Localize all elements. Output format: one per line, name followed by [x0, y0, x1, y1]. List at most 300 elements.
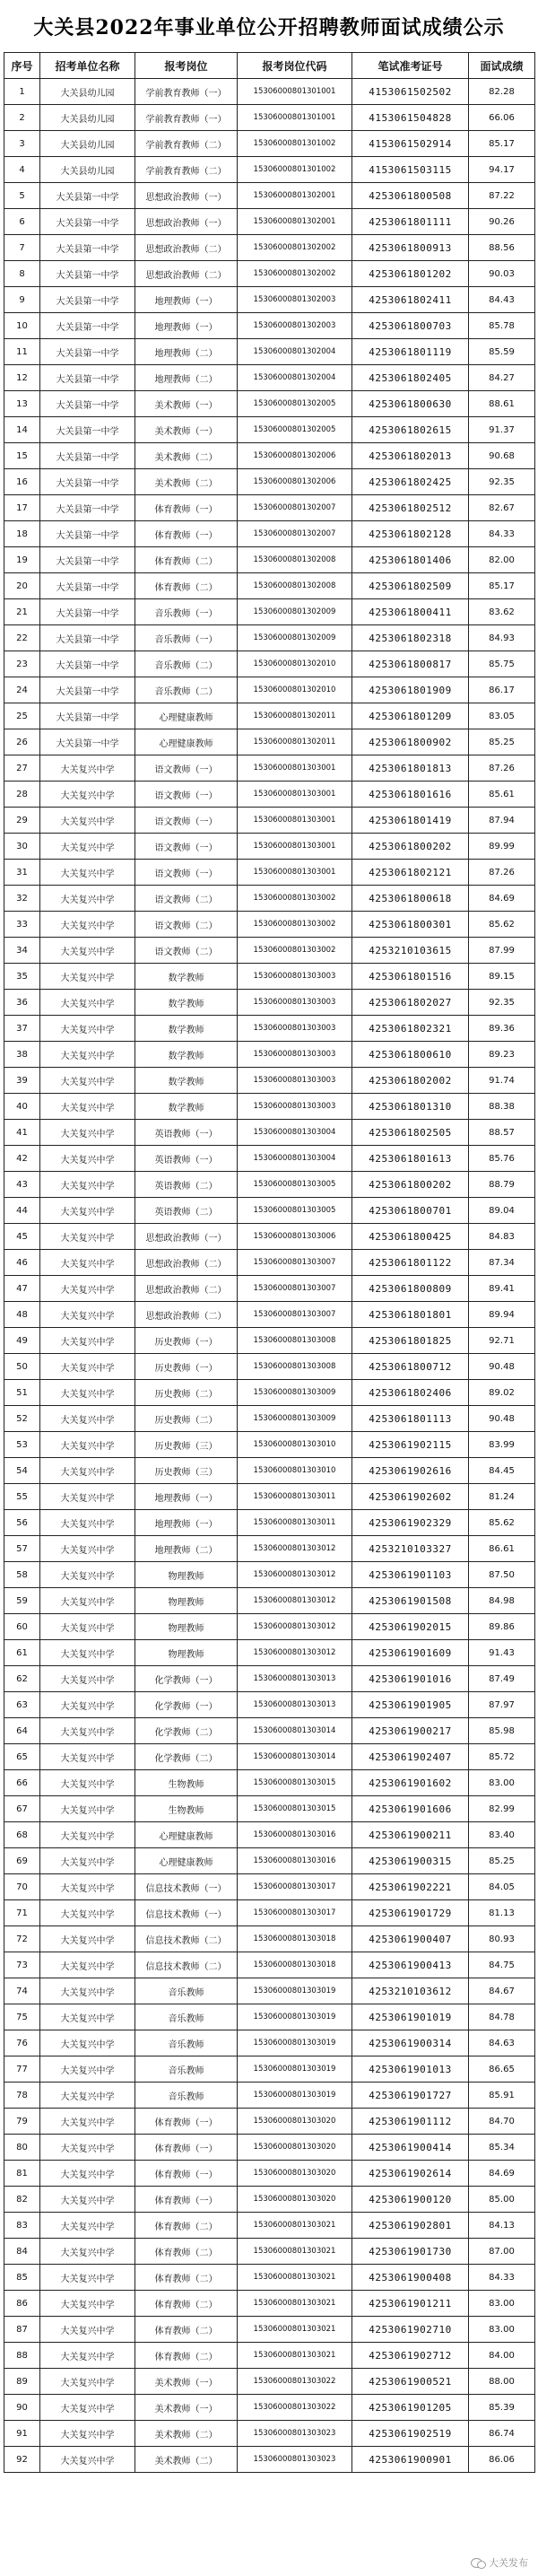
table-row	[4, 1562, 535, 1588]
cell-ticket-number: 4253061800508	[352, 183, 469, 209]
cell-position: 物理教师	[135, 1562, 238, 1588]
cell-index: 10	[4, 313, 40, 339]
cell-position: 语文教师（一）	[135, 782, 238, 808]
cell-interview-score: 88.79	[469, 1172, 535, 1198]
cell-unit: 大关复兴中学	[40, 1666, 135, 1692]
cell-interview-score: 87.50	[469, 1562, 535, 1588]
cell-interview-score: 85.72	[469, 1744, 535, 1770]
table-row	[4, 1146, 535, 1172]
cell-position: 思想政治教师（二）	[135, 235, 238, 261]
cell-interview-score: 84.69	[469, 886, 535, 912]
cell-position-code: 15306000801303022	[238, 2369, 352, 2395]
cell-index: 67	[4, 1796, 40, 1822]
cell-position: 语文教师（二）	[135, 938, 238, 964]
table-row	[4, 2056, 535, 2083]
cell-interview-score: 85.25	[469, 729, 535, 755]
cell-position-code: 15306000801303020	[238, 2161, 352, 2187]
table-row	[4, 2109, 535, 2135]
cell-unit: 大关复兴中学	[40, 2239, 135, 2265]
cell-position-code: 15306000801302003	[238, 313, 352, 339]
cell-index: 76	[4, 2030, 40, 2056]
cell-index: 75	[4, 2004, 40, 2030]
cell-unit: 大关县第一中学	[40, 547, 135, 573]
cell-interview-score: 84.13	[469, 2213, 535, 2239]
cell-interview-score: 83.00	[469, 2317, 535, 2343]
cell-interview-score: 89.86	[469, 1614, 535, 1640]
cell-ticket-number: 4253061802121	[352, 860, 469, 886]
cell-ticket-number: 4253061800712	[352, 1354, 469, 1380]
table-row	[4, 2239, 535, 2265]
cell-interview-score: 84.33	[469, 2265, 535, 2291]
cell-index: 26	[4, 729, 40, 755]
table-row	[4, 1458, 535, 1484]
cell-unit: 大关复兴中学	[40, 1822, 135, 1848]
cell-ticket-number: 4253061901730	[352, 2239, 469, 2265]
cell-position-code: 15306000801302009	[238, 625, 352, 651]
cell-ticket-number: 4253210103615	[352, 938, 469, 964]
table-row	[4, 1926, 535, 1952]
cell-ticket-number: 4253061801909	[352, 677, 469, 703]
cell-position-code: 15306000801303015	[238, 1796, 352, 1822]
cell-interview-score: 83.62	[469, 599, 535, 625]
cell-ticket-number: 4253061801122	[352, 1250, 469, 1276]
cell-position-code: 15306000801302011	[238, 703, 352, 729]
cell-index: 19	[4, 547, 40, 573]
cell-index: 18	[4, 521, 40, 547]
cell-position-code: 15306000801303018	[238, 1952, 352, 1978]
cell-ticket-number: 4253061901606	[352, 1796, 469, 1822]
cell-interview-score: 81.13	[469, 1900, 535, 1926]
watermark	[468, 2554, 531, 2571]
cell-index: 69	[4, 1848, 40, 1874]
cell-position-code: 15306000801303016	[238, 1848, 352, 1874]
cell-index: 37	[4, 1016, 40, 1042]
cell-unit: 大关复兴中学	[40, 834, 135, 860]
table-row	[4, 2343, 535, 2369]
cell-interview-score: 90.48	[469, 1354, 535, 1380]
cell-index: 84	[4, 2239, 40, 2265]
table-row	[4, 1978, 535, 2004]
cell-position: 心理健康教师	[135, 1822, 238, 1848]
cell-unit: 大关县第一中学	[40, 209, 135, 235]
table-row	[4, 1796, 535, 1822]
cell-ticket-number: 4253061800809	[352, 1276, 469, 1302]
cell-unit: 大关复兴中学	[40, 1692, 135, 1718]
table-row	[4, 834, 535, 860]
cell-position: 心理健康教师	[135, 729, 238, 755]
cell-unit: 大关复兴中学	[40, 755, 135, 782]
cell-position-code: 15306000801303020	[238, 2135, 352, 2161]
cell-unit: 大关县第一中学	[40, 599, 135, 625]
cell-position: 地理教师（一）	[135, 1510, 238, 1536]
cell-position-code: 15306000801301002	[238, 131, 352, 157]
cell-unit: 大关复兴中学	[40, 1952, 135, 1978]
cell-ticket-number: 4253061801613	[352, 1146, 469, 1172]
cell-ticket-number: 4253061802002	[352, 1068, 469, 1094]
cell-position-code: 15306000801303023	[238, 2421, 352, 2447]
header-position: 报考岗位	[135, 53, 238, 79]
cell-position-code: 15306000801303017	[238, 1874, 352, 1900]
cell-position-code: 15306000801303010	[238, 1458, 352, 1484]
cell-index: 4	[4, 157, 40, 183]
table-row	[4, 625, 535, 651]
cell-ticket-number: 4153061502914	[352, 131, 469, 157]
cell-position-code: 15306000801303014	[238, 1718, 352, 1744]
cell-position-code: 15306000801303020	[238, 2187, 352, 2213]
cell-unit: 大关复兴中学	[40, 2447, 135, 2473]
wechat-icon	[471, 2557, 485, 2568]
table-row	[4, 2213, 535, 2239]
cell-position: 语文教师（一）	[135, 755, 238, 782]
cell-unit: 大关复兴中学	[40, 938, 135, 964]
cell-interview-score: 87.34	[469, 1250, 535, 1276]
cell-ticket-number: 4253061800425	[352, 1224, 469, 1250]
cell-interview-score: 83.99	[469, 1432, 535, 1458]
table-body	[4, 79, 535, 2473]
cell-unit: 大关复兴中学	[40, 1016, 135, 1042]
cell-position-code: 15306000801303001	[238, 782, 352, 808]
cell-interview-score: 89.04	[469, 1198, 535, 1224]
cell-unit: 大关县第一中学	[40, 183, 135, 209]
cell-unit: 大关复兴中学	[40, 1354, 135, 1380]
cell-position: 信息技术教师（二）	[135, 1952, 238, 1978]
cell-ticket-number: 4253061801801	[352, 1302, 469, 1328]
cell-unit: 大关复兴中学	[40, 2213, 135, 2239]
cell-position-code: 15306000801303014	[238, 1744, 352, 1770]
cell-index: 40	[4, 1094, 40, 1120]
cell-index: 73	[4, 1952, 40, 1978]
header-position-code: 报考岗位代码	[238, 53, 352, 79]
cell-interview-score: 90.26	[469, 209, 535, 235]
cell-unit: 大关复兴中学	[40, 1614, 135, 1640]
cell-position: 思想政治教师（二）	[135, 1302, 238, 1328]
cell-position-code: 15306000801302008	[238, 547, 352, 573]
cell-position: 生物教师	[135, 1770, 238, 1796]
cell-unit: 大关复兴中学	[40, 2056, 135, 2083]
cell-ticket-number: 4253061900120	[352, 2187, 469, 2213]
cell-position: 英语教师（一）	[135, 1120, 238, 1146]
cell-interview-score: 89.99	[469, 834, 535, 860]
cell-position-code: 15306000801303016	[238, 1822, 352, 1848]
cell-unit: 大关复兴中学	[40, 1094, 135, 1120]
cell-interview-score: 87.99	[469, 938, 535, 964]
cell-position: 信息技术教师（一）	[135, 1874, 238, 1900]
cell-unit: 大关复兴中学	[40, 2369, 135, 2395]
cell-ticket-number: 4253061901205	[352, 2395, 469, 2421]
table-row	[4, 261, 535, 287]
cell-ticket-number: 4253061800202	[352, 834, 469, 860]
cell-index: 23	[4, 651, 40, 677]
table-row	[4, 2083, 535, 2109]
cell-index: 3	[4, 131, 40, 157]
cell-position: 音乐教师（二）	[135, 677, 238, 703]
cell-ticket-number: 4253061902407	[352, 1744, 469, 1770]
table-row	[4, 79, 535, 105]
cell-index: 12	[4, 365, 40, 391]
cell-position: 数学教师	[135, 1042, 238, 1068]
cell-position: 历史教师（二）	[135, 1380, 238, 1406]
cell-index: 39	[4, 1068, 40, 1094]
cell-unit: 大关复兴中学	[40, 2317, 135, 2343]
cell-interview-score: 90.03	[469, 261, 535, 287]
cell-unit: 大关复兴中学	[40, 1432, 135, 1458]
cell-unit: 大关复兴中学	[40, 860, 135, 886]
cell-interview-score: 88.56	[469, 235, 535, 261]
cell-position-code: 15306000801303005	[238, 1198, 352, 1224]
cell-unit: 大关复兴中学	[40, 1146, 135, 1172]
table-row	[4, 2447, 535, 2473]
cell-position: 美术教师（二）	[135, 469, 238, 495]
cell-interview-score: 91.37	[469, 417, 535, 443]
cell-interview-score: 85.34	[469, 2135, 535, 2161]
cell-position-code: 15306000801303003	[238, 964, 352, 990]
cell-position-code: 15306000801303012	[238, 1588, 352, 1614]
cell-index: 22	[4, 625, 40, 651]
table-row	[4, 990, 535, 1016]
cell-unit: 大关复兴中学	[40, 1406, 135, 1432]
cell-ticket-number: 4253061901016	[352, 1666, 469, 1692]
cell-index: 5	[4, 183, 40, 209]
table-row	[4, 1510, 535, 1536]
cell-position: 化学教师（一）	[135, 1692, 238, 1718]
cell-position: 体育教师（二）	[135, 573, 238, 599]
table-row	[4, 547, 535, 573]
cell-index: 55	[4, 1484, 40, 1510]
cell-unit: 大关复兴中学	[40, 1900, 135, 1926]
cell-ticket-number: 4253061900211	[352, 1822, 469, 1848]
cell-ticket-number: 4253061902015	[352, 1614, 469, 1640]
table-row	[4, 391, 535, 417]
cell-unit: 大关县第一中学	[40, 235, 135, 261]
cell-index: 6	[4, 209, 40, 235]
cell-index: 34	[4, 938, 40, 964]
cell-position: 音乐教师（一）	[135, 599, 238, 625]
cell-interview-score: 89.02	[469, 1380, 535, 1406]
cell-index: 41	[4, 1120, 40, 1146]
cell-interview-score: 85.17	[469, 573, 535, 599]
cell-position: 化学教师（二）	[135, 1718, 238, 1744]
cell-index: 46	[4, 1250, 40, 1276]
cell-index: 70	[4, 1874, 40, 1900]
cell-unit: 大关复兴中学	[40, 2004, 135, 2030]
cell-position-code: 15306000801303011	[238, 1510, 352, 1536]
cell-ticket-number: 4253061800610	[352, 1042, 469, 1068]
cell-position: 音乐教师	[135, 2083, 238, 2109]
cell-ticket-number: 4253061902616	[352, 1458, 469, 1484]
cell-position-code: 15306000801302002	[238, 261, 352, 287]
cell-position-code: 15306000801303012	[238, 1562, 352, 1588]
cell-interview-score: 88.61	[469, 391, 535, 417]
cell-unit: 大关县第一中学	[40, 313, 135, 339]
table-row	[4, 105, 535, 131]
table-row	[4, 1484, 535, 1510]
cell-index: 66	[4, 1770, 40, 1796]
cell-ticket-number: 4253061800817	[352, 651, 469, 677]
cell-position-code: 15306000801303019	[238, 2030, 352, 2056]
cell-unit: 大关复兴中学	[40, 2030, 135, 2056]
table-row	[4, 1328, 535, 1354]
cell-position-code: 15306000801303004	[238, 1146, 352, 1172]
cell-ticket-number: 4253061902519	[352, 2421, 469, 2447]
cell-unit: 大关复兴中学	[40, 1328, 135, 1354]
cell-position: 化学教师（二）	[135, 1744, 238, 1770]
cell-unit: 大关县第一中学	[40, 287, 135, 313]
cell-ticket-number: 4253061801419	[352, 808, 469, 834]
cell-index: 33	[4, 912, 40, 938]
cell-ticket-number: 4253061901905	[352, 1692, 469, 1718]
table-header	[4, 53, 535, 79]
cell-index: 62	[4, 1666, 40, 1692]
cell-ticket-number: 4253061801813	[352, 755, 469, 782]
cell-index: 61	[4, 1640, 40, 1666]
cell-position-code: 15306000801303009	[238, 1380, 352, 1406]
cell-position-code: 15306000801303022	[238, 2395, 352, 2421]
cell-position: 语文教师（一）	[135, 808, 238, 834]
cell-interview-score: 87.22	[469, 183, 535, 209]
table-row	[4, 1302, 535, 1328]
table-row	[4, 313, 535, 339]
table-row	[4, 573, 535, 599]
cell-ticket-number: 4253061801202	[352, 261, 469, 287]
table-row	[4, 729, 535, 755]
cell-position: 语文教师（一）	[135, 834, 238, 860]
cell-ticket-number: 4253061800301	[352, 912, 469, 938]
cell-position-code: 15306000801303005	[238, 1172, 352, 1198]
cell-position-code: 15306000801303020	[238, 2109, 352, 2135]
cell-interview-score: 94.17	[469, 157, 535, 183]
cell-position: 历史教师（三）	[135, 1458, 238, 1484]
cell-position-code: 15306000801303012	[238, 1640, 352, 1666]
cell-interview-score: 88.57	[469, 1120, 535, 1146]
cell-position-code: 15306000801301001	[238, 105, 352, 131]
cell-index: 88	[4, 2343, 40, 2369]
cell-unit: 大关复兴中学	[40, 1302, 135, 1328]
cell-unit: 大关复兴中学	[40, 1198, 135, 1224]
cell-position-code: 15306000801303009	[238, 1406, 352, 1432]
cell-interview-score: 85.62	[469, 1510, 535, 1536]
header-index: 序号	[4, 53, 40, 79]
table-row	[4, 808, 535, 834]
cell-ticket-number: 4253061900901	[352, 2447, 469, 2473]
cell-position-code: 15306000801301001	[238, 79, 352, 105]
cell-interview-score: 85.61	[469, 782, 535, 808]
cell-unit: 大关复兴中学	[40, 1588, 135, 1614]
table-row	[4, 417, 535, 443]
cell-index: 27	[4, 755, 40, 782]
cell-position-code: 15306000801303021	[238, 2265, 352, 2291]
table-row	[4, 912, 535, 938]
cell-position: 美术教师（二）	[135, 2447, 238, 2473]
cell-interview-score: 66.06	[469, 105, 535, 131]
cell-position-code: 15306000801303008	[238, 1328, 352, 1354]
cell-position: 数学教师	[135, 1016, 238, 1042]
table-row	[4, 964, 535, 990]
cell-interview-score: 87.49	[469, 1666, 535, 1692]
cell-position: 体育教师（一）	[135, 521, 238, 547]
cell-interview-score: 84.83	[469, 1224, 535, 1250]
cell-position: 体育教师（二）	[135, 2239, 238, 2265]
cell-unit: 大关县第一中学	[40, 443, 135, 469]
table-row	[4, 131, 535, 157]
cell-position: 美术教师（一）	[135, 2369, 238, 2395]
cell-interview-score: 86.65	[469, 2056, 535, 2083]
header-unit: 招考单位名称	[40, 53, 135, 79]
cell-position: 体育教师（一）	[135, 2161, 238, 2187]
table-row	[4, 521, 535, 547]
cell-position-code: 15306000801302006	[238, 443, 352, 469]
cell-unit: 大关县第一中学	[40, 729, 135, 755]
cell-interview-score: 84.67	[469, 1978, 535, 2004]
cell-position: 思想政治教师（二）	[135, 1276, 238, 1302]
cell-interview-score: 84.78	[469, 2004, 535, 2030]
cell-index: 1	[4, 79, 40, 105]
cell-position: 体育教师（二）	[135, 2343, 238, 2369]
cell-index: 48	[4, 1302, 40, 1328]
table-row	[4, 1692, 535, 1718]
cell-position: 体育教师（一）	[135, 2109, 238, 2135]
cell-interview-score: 84.93	[469, 625, 535, 651]
table-row	[4, 1068, 535, 1094]
cell-index: 78	[4, 2083, 40, 2109]
cell-position-code: 15306000801303018	[238, 1926, 352, 1952]
cell-index: 36	[4, 990, 40, 1016]
cell-position: 语文教师（二）	[135, 912, 238, 938]
cell-ticket-number: 4253061802505	[352, 1120, 469, 1146]
cell-position: 信息技术教师（一）	[135, 1900, 238, 1926]
cell-interview-score: 87.94	[469, 808, 535, 834]
watermark-text: 大关发布	[489, 2557, 528, 2569]
cell-position: 音乐教师	[135, 2004, 238, 2030]
cell-interview-score: 83.40	[469, 1822, 535, 1848]
cell-unit: 大关县第一中学	[40, 417, 135, 443]
table-row	[4, 2369, 535, 2395]
table-row	[4, 1198, 535, 1224]
header-ticket-number: 笔试准考证号	[352, 53, 469, 79]
cell-index: 65	[4, 1744, 40, 1770]
cell-interview-score: 81.24	[469, 1484, 535, 1510]
cell-unit: 大关复兴中学	[40, 1120, 135, 1146]
table-row	[4, 235, 535, 261]
cell-index: 87	[4, 2317, 40, 2343]
cell-position: 体育教师（一）	[135, 495, 238, 521]
cell-ticket-number: 4253061802027	[352, 990, 469, 1016]
table-row	[4, 1744, 535, 1770]
cell-position-code: 15306000801303017	[238, 1900, 352, 1926]
cell-position: 体育教师（二）	[135, 2213, 238, 2239]
cell-unit: 大关县幼儿园	[40, 131, 135, 157]
cell-position-code: 15306000801303003	[238, 1016, 352, 1042]
cell-interview-score: 91.43	[469, 1640, 535, 1666]
cell-index: 49	[4, 1328, 40, 1354]
cell-position: 物理教师	[135, 1614, 238, 1640]
cell-unit: 大关复兴中学	[40, 1068, 135, 1094]
cell-ticket-number: 4253061901602	[352, 1770, 469, 1796]
cell-index: 47	[4, 1276, 40, 1302]
cell-ticket-number: 4253061802321	[352, 1016, 469, 1042]
cell-position: 地理教师（二）	[135, 339, 238, 365]
cell-unit: 大关复兴中学	[40, 1172, 135, 1198]
cell-position-code: 15306000801303019	[238, 2056, 352, 2083]
cell-interview-score: 88.38	[469, 1094, 535, 1120]
table-row	[4, 2004, 535, 2030]
cell-position: 英语教师（二）	[135, 1172, 238, 1198]
cell-index: 83	[4, 2213, 40, 2239]
cell-position-code: 15306000801302005	[238, 417, 352, 443]
cell-position-code: 15306000801303015	[238, 1770, 352, 1796]
cell-ticket-number: 4253061802411	[352, 287, 469, 313]
table-row	[4, 1380, 535, 1406]
table-row	[4, 1406, 535, 1432]
